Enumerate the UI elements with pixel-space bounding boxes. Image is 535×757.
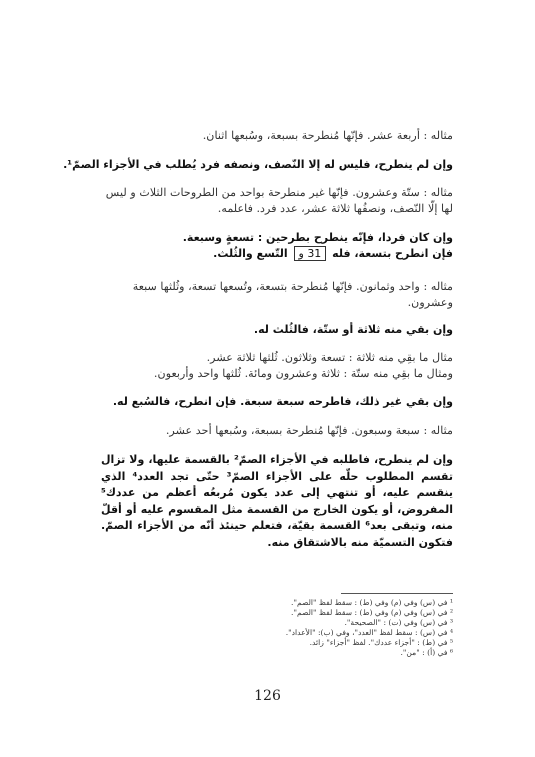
rule-heading-4: وإن بقي غير ذلك، فاطرحه سبعة سبعة. فإن انطرح، فالسُبع له. — [112, 395, 453, 408]
rule-heading-3: وإن بقي منه ثلاثة أو ستّة، فالثُلث له. — [253, 323, 453, 336]
rule-heading-2-line-2 — [101, 246, 453, 262]
rule-heading-1: وإن لم ينطرح، فليس له إلا النّصف، ونصفه فرد يُطلب في الأجزاء الصمّ¹. — [63, 158, 453, 171]
footnote-divider — [341, 593, 453, 594]
example-paragraph-3-line-1: مثاله : واحد وثمانون. فإنّها مُنطرحة بتسعة، وتُسعها تسعة، وثُلثها سبعة — [132, 280, 453, 293]
footnote-2: ² في (س) وفي (م) وفي (ط) : سقط لفظ "الصم". — [291, 608, 453, 617]
footnote-5: ⁵ في (ط) : "أجزاء عددك". لفظ "أجزاء" زائد. — [309, 638, 453, 647]
footnote-6: ⁶ في (أ) : "من". — [400, 648, 453, 657]
footnote-4: ⁴ في (س) : سقط لفظ "العدد"، وفي (ب): "الأعداد". — [285, 628, 453, 637]
example-paragraph-2-line-2: لها إلّا النّصف، ونصفُها ثلاثة عشر، عدد فرد. فاعلمه. — [217, 202, 453, 215]
example-paragraph-4-line-1: مثال ما بقِي منه ثلاثة : تسعة وثلاثون. ثُلثها ثلاثة عشر. — [206, 351, 453, 364]
rule-heading-2-text-post: التّسع والثُلث. — [213, 247, 288, 260]
example-paragraph-5: مثاله : سبعة وسبعون. فإنّها مُنطرحة بسبعة، وسُبعها أحد عشر. — [165, 424, 453, 437]
example-paragraph-4-line-2: ومثال ما بقِي منه ستّة : ثلاثة وعشرون ومائة. ثُلثها واحد وأربعون. — [153, 367, 453, 380]
page-number: 126 — [254, 688, 281, 704]
footnote-3: ³ في (س) وفي (ت) : "الصحيحة". — [344, 618, 453, 627]
rule-heading-2-text-pre: فإن انطرح بتسعة، فله — [332, 247, 453, 260]
concluding-paragraph: وإن لم ينطرح، فاطلبه في الأجزاء الصمّ² بالقسمة عليها، ولا تزال تقسم المطلوب حلّه على الأجزاء الصمّ³ حتّى تجد العدد⁴ الذي ينقسم عليه، أو تنتهي إلى عدد يكون مُربعُه أعظم من عددك⁵ المفروض، أو يكون الخارج من القسمة مثل المقسوم عليه أو أقلّ منه، وتبقى بعد⁶ القسمة بقيّة، فتعلم حينئذ أنّه من الأجزاء الصمّ. فتكون التسميّة منه بالاشتقاق منه. — [101, 453, 454, 549]
example-paragraph-3-line-2: وعشرون. — [407, 296, 453, 309]
rule-heading-2-line-1: وإن كان فردا، فإنّه ينطرح بطرحين : تسعةٍ وسبعة. — [182, 231, 453, 244]
folio-marker-box: 31 و — [294, 246, 327, 261]
footnote-1: ¹ في (س) وفي (م) وفي (ط) : سقط لفظ "الصم". — [291, 598, 453, 607]
example-paragraph-2-line-1: مثاله : ستّة وعشرون. فإنّها غير منطرحة بواحد من الطروحات الثلاث و ليس — [105, 186, 453, 199]
example-paragraph-1: مثاله : أربعة عشر. فإنّها مُنطرحة بسبعة، وسُبعها اثنان. — [202, 129, 453, 142]
